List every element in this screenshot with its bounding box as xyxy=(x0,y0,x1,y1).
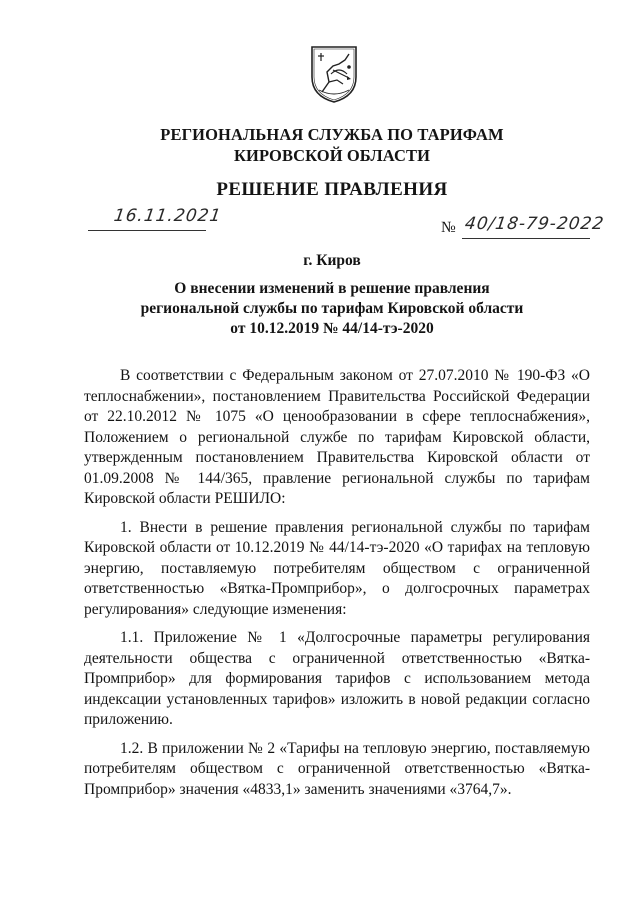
subject-line-2: региональной службы по тарифам Кировской области xyxy=(140,300,524,317)
subject-line-1: О внесении изменений в решение правления xyxy=(174,280,490,297)
city-name: г. Киров xyxy=(303,252,361,269)
document-type-title: РЕШЕНИЕ ПРАВЛЕНИЯ xyxy=(216,179,448,200)
item-1-1-paragraph: 1.1. Приложение № 1 «Долгосрочные параметры регулирования деятельности общества с ограниченной ответственностью «Вятка-Промприбор» для формирования тарифов с использованием метода индексации установленных тарифов» изложить в новой редакции согласно приложению. xyxy=(84,629,590,728)
date-underline xyxy=(88,230,206,231)
item-1-2-paragraph: 1.2. В приложении № 2 «Тарифы на тепловую энергию, поставляемую потребителям обществом с ограниченной ответственностью «Вятка-Промприбор» значения «4833,1» заменить значениями «3764,7». xyxy=(84,739,590,798)
preamble-paragraph: В соответствии с Федеральным законом от 27.07.2010 № 190-ФЗ «О теплоснабжении», постановлением Правительства Российской Федерации от 22.10.2012 № 1075 «О ценообразовании в сфере теплоснабжения», Положением о региональной службе по тарифам Кировской области, утвержденным постановлением Правительства Кировской области от 01.09.2008 № 144/365, правление региональной службы по тарифам Кировской области РЕШИЛО: xyxy=(84,367,590,507)
document-number-handwritten: 40/18-79-2022 xyxy=(463,214,606,234)
subject-line-3: от 10.12.2019 № 44/14-тэ-2020 xyxy=(230,320,434,337)
kirov-oblast-coat-of-arms-icon xyxy=(309,44,359,104)
document-date-handwritten: 16.11.2021 xyxy=(112,206,223,226)
organization-name-line-1: РЕГИОНАЛЬНАЯ СЛУЖБА ПО ТАРИФАМ xyxy=(160,125,504,144)
organization-name-line-2: КИРОВСКОЙ ОБЛАСТИ xyxy=(233,146,431,165)
document-body xyxy=(84,366,590,800)
item-1-paragraph: 1. Внести в решение правления региональной службы по тарифам Кировской области от 10.12.2019 № 44/14-тэ-2020 «О тарифах на тепловую энергию, поставляемую потребителям обществом с ограниченной ответственностью «Вятка-Промприбор», о долгосрочных параметрах регулирования» следующие изменения: xyxy=(84,518,590,618)
number-underline xyxy=(462,238,590,239)
number-sign: № xyxy=(441,219,456,236)
